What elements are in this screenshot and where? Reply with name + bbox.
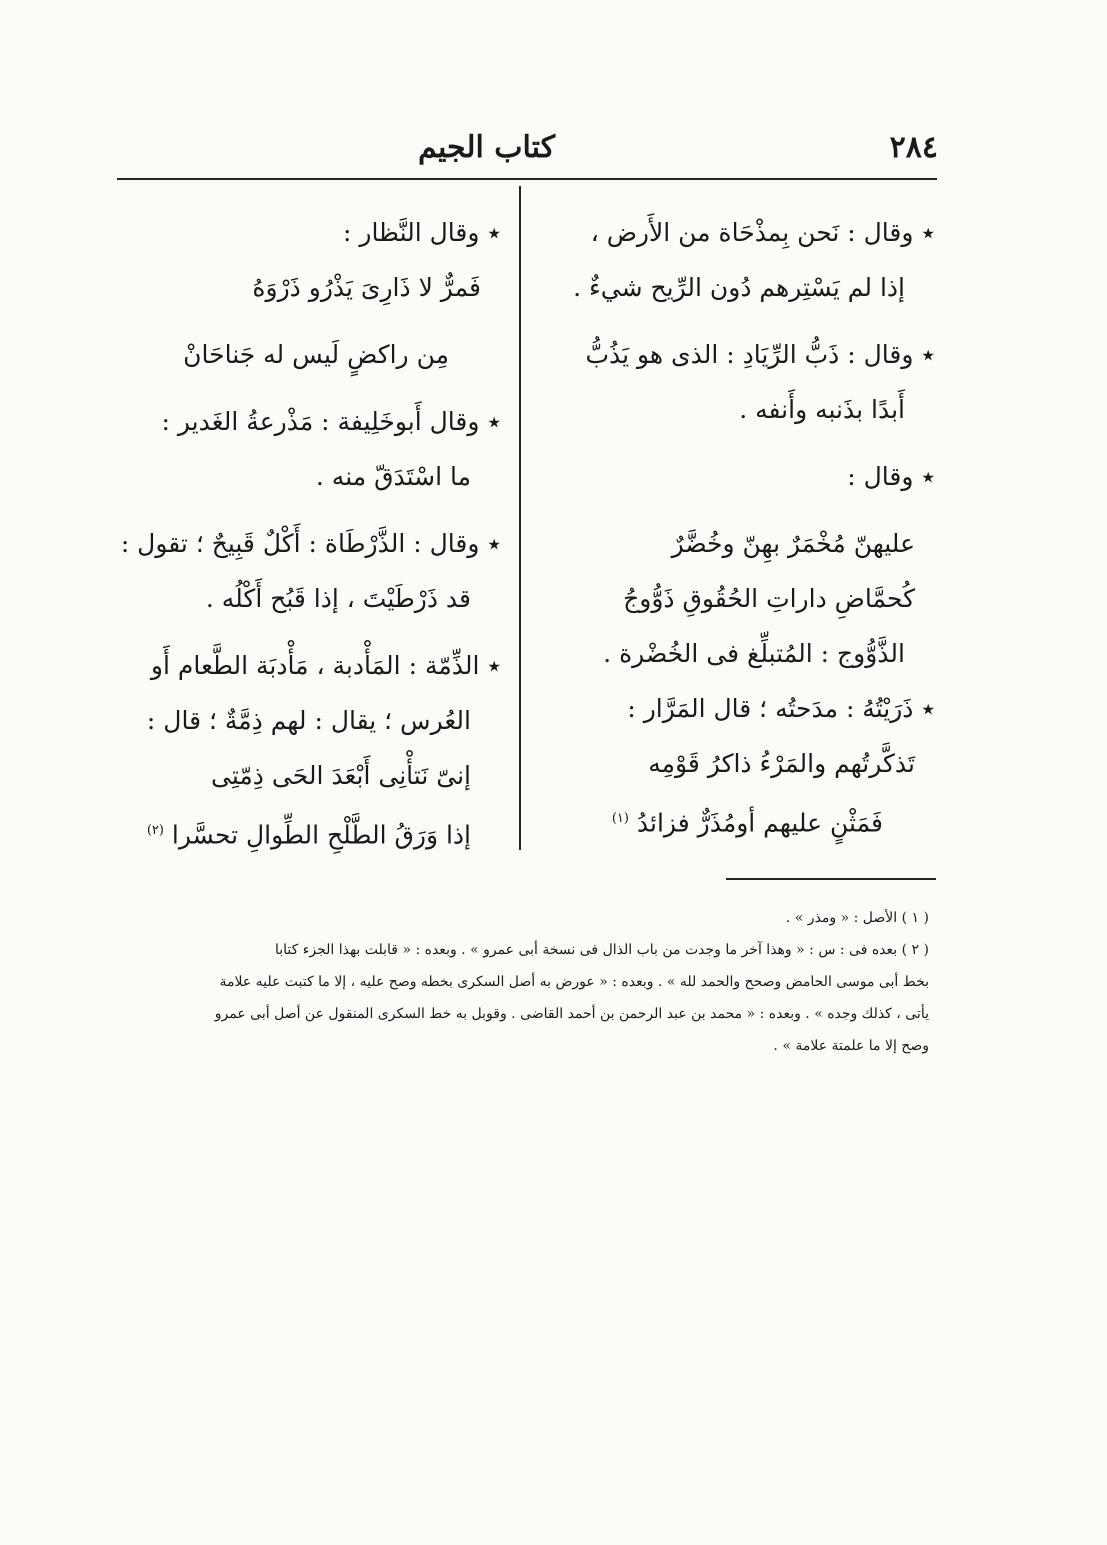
footnote-line: وصح إلا ما علمتة علامة » . (773, 1038, 929, 1054)
footnote-marker: (٢) (146, 823, 164, 838)
verse-line (535, 791, 935, 846)
footnotes (119, 902, 929, 1062)
text-line: قد ذَرْطَيْتَ ، إذا قَبُح أَكْلُه . (205, 584, 471, 613)
verse-line: عليهنّ مُخْمَرٌ بهِنّ وخُضَّرٌ (671, 529, 915, 558)
verse-line: تَذكَّرتُهم والمَرْءُ ذاكرُ قَوْمِه (648, 749, 915, 778)
verse-text: فَمَثْنٍ عليهم أومُذَرٌّ فزائدُ (636, 808, 883, 838)
text-line: ٭ وقال : نَحن بِمذْحَاة من الأَرض ، (590, 218, 935, 247)
book-title: كتاب الجيم (418, 129, 556, 165)
text-line: العُرس ؛ يقال : لهم ذِمَّةٌ ؛ قال : (146, 706, 471, 735)
header-rule (117, 178, 937, 180)
text-line: الذَّوُّوج : المُتبلِّغ فى الخُضْرة . (603, 639, 905, 668)
verse-line: إنىّ نَتأْنِى أَبْعَدَ الحَى ذِمّتِى (211, 761, 471, 790)
footnote-line: ( ١ ) الأصل : « ومذر » . (785, 910, 929, 926)
text-line: ٭ وقال : الذَّرْطَاة : أَكْلٌ قَبِيحٌ ؛ تقول : (120, 529, 501, 558)
left-column (120, 205, 501, 858)
text-line: إذا لم يَسْتِرهم دُون الرِّيح شيءٌ . (573, 273, 905, 302)
text-line: ما اسْتَدَقّ منه . (315, 462, 471, 491)
page-number: ٢٨٤ (889, 129, 938, 165)
footnote-rule (726, 878, 936, 880)
right-column (535, 205, 935, 846)
verse-line (126, 803, 501, 858)
text-line: ٭ وقال : ذَبُّ الرِّيَادِ : الذى هو يَذُبُّ (585, 340, 935, 369)
text-line: ٭ وقال النَّظار : (343, 218, 501, 247)
footnote-line: ( ٢ ) بعده فى : س : « وهذا آخر ما وجدت من باب الذال فى نسخة أبى عمرو » . وبعده : « قابلت بهذا الجزء كتابا (275, 942, 929, 958)
column-divider (519, 186, 521, 850)
text-line: ٭ وقال أَبوخَلِيفة : مَذْرعةُ الغَدير : (161, 407, 501, 436)
text-line: أَبدًا بذَنبه وأَنفه . (739, 395, 905, 424)
verse-line: مِن راكضٍ لَيس له جَناحَانْ (183, 340, 449, 369)
text-line: ٭ وقال : (847, 462, 935, 491)
verse-line: كُحمَّاضِ داراتِ الحُقُوقِ ذَوُّوجُ (623, 584, 915, 613)
footnote-line: بخط أبى موسى الحامض وصحح والحمد لله » . وبعده : « عورض به أصل السكرى بخطه وصح عليه ، إلا ما كتبت عليه علامة (219, 974, 929, 990)
footnote-line: يأتى ، كذلك وجده » . وبعده : « محمد بن عبد الرحمن بن أحمد القاضى . وقوبل به خط السكرى المنقول عن أصل أبى عمرو (214, 1006, 929, 1022)
page-header (118, 122, 938, 172)
footnote-marker: (١) (611, 811, 629, 826)
verse-line: فَمرٌّ لا ذَارِىَ يَذْرُو ذَرْوَهُ (252, 273, 481, 302)
verse-text: إذا وَرَقُ الطَّلْحِ الطِّوالِ تحسَّرا (171, 820, 471, 850)
text-line: ٭ ذَرَيْتُهُ : مدَحتُه ؛ قال المَرَّار : (627, 694, 935, 723)
text-line: ٭ الذِّمّة : المَأْدبة ، مَأْدبَة الطَّعام أَو (150, 651, 501, 680)
